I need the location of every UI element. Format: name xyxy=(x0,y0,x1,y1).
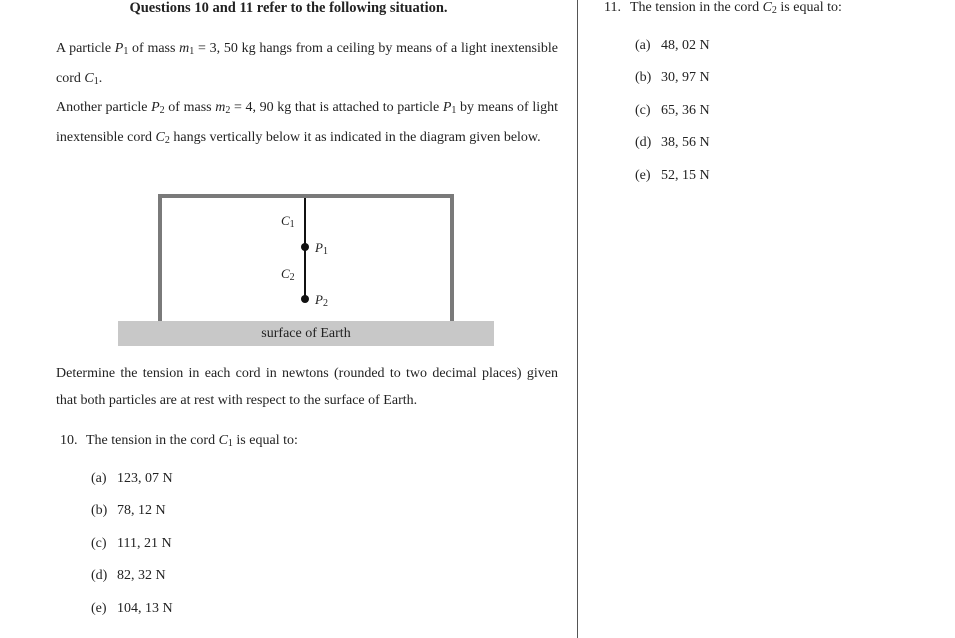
intro-sentence-2: Another particle $P_2$ of mass $m_2 = 4$, 90 kg that is attached to particle $P_1$ by means of light inextensible cord $C_2$ hangs vertically below it as indicated in the diagram given below. xyxy=(56,100,558,146)
intro-paragraph xyxy=(56,36,558,154)
q10-option-c[interactable]: (c) 111, 21 N xyxy=(91,535,172,551)
particle-p1 xyxy=(301,243,309,251)
q10-option-e[interactable]: (e) 104, 13 N xyxy=(91,600,173,616)
earth-surface: surface of Earth xyxy=(118,321,494,346)
q10-option-d[interactable]: (d) 82, 32 N xyxy=(91,568,166,584)
determine-paragraph: Determine the tension in each cord in newtons (rounded to two decimal places) given that both particles are at rest with respect to the surface of Earth. xyxy=(56,366,558,408)
left-wall xyxy=(158,194,162,322)
question-11: 11. The tension in the cord $C_2$ is equal to: xyxy=(604,0,842,16)
q11-option-c[interactable]: (c) 65, 36 N xyxy=(635,102,710,118)
right-wall xyxy=(450,194,454,322)
physics-diagram xyxy=(0,190,577,350)
q10-options xyxy=(91,471,173,633)
cord-c1 xyxy=(304,198,306,247)
label-c2: $C_2$ xyxy=(281,266,295,283)
question-10: 10. The tension in the cord $C_1$ is equal to: xyxy=(60,433,298,449)
q11-option-e[interactable]: (e) 52, 15 N xyxy=(635,167,710,183)
q11-option-a[interactable]: (a) 48, 02 N xyxy=(635,38,710,53)
cord-c2 xyxy=(304,247,306,299)
q10-option-a[interactable]: (a) 123, 07 N xyxy=(91,471,173,486)
intro-sentence-1: A particle $P_1$ of mass $m_1 = 3$, 50 kg hangs from a ceiling by means of a light inextensible cord $C_1$. xyxy=(56,41,558,87)
label-p2: $P_2$ xyxy=(315,292,328,309)
label-c1: $C_1$ xyxy=(281,213,295,230)
q11-option-b[interactable]: (b) 30, 97 N xyxy=(635,70,710,86)
section-heading: Questions 10 and 11 refer to the following situation. xyxy=(129,0,448,16)
q11-options xyxy=(635,38,710,200)
q10-option-b[interactable]: (b) 78, 12 N xyxy=(91,503,166,519)
q11-option-d[interactable]: (d) 38, 56 N xyxy=(635,135,710,151)
label-p1: $P_1$ xyxy=(315,240,328,257)
column-divider xyxy=(577,0,578,638)
particle-p2 xyxy=(301,295,309,303)
